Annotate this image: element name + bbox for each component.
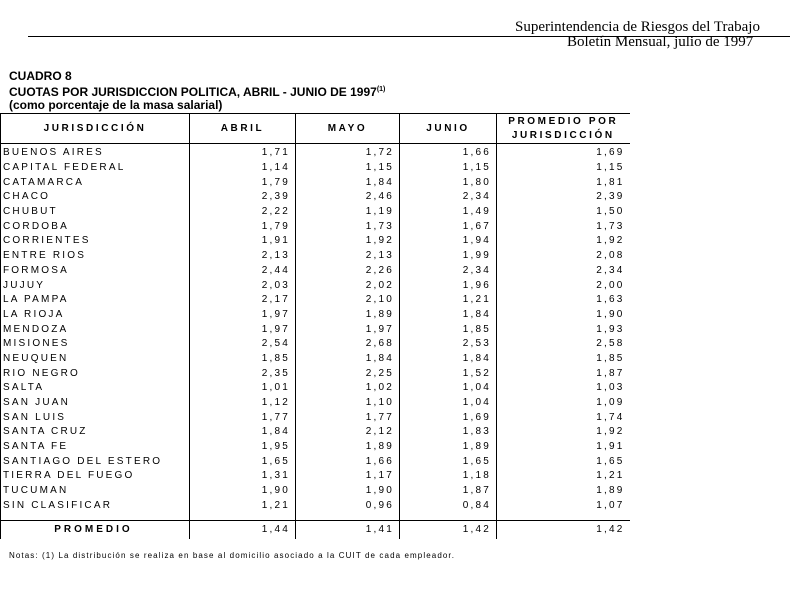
table-row [1,322,630,337]
value-cell: 1,12 [190,396,296,411]
table-row [1,499,630,514]
jurisdiction-cell: MISIONES [1,337,190,352]
table-notes: Notas: (1) La distribución se realiza en base al domicilio asociado a la CUIT de cada empleador. [9,551,456,560]
value-cell: 0,84 [400,499,497,514]
value-cell: 1,73 [296,219,400,234]
value-cell: 1,49 [400,205,497,220]
spacer-cell [296,513,400,521]
value-cell: 2,53 [400,337,497,352]
value-cell: 1,52 [400,366,497,381]
value-cell: 1,92 [497,425,630,440]
table-row [1,454,630,469]
value-cell: 1,84 [296,352,400,367]
value-cell: 2,25 [296,366,400,381]
jurisdiction-cell: CORDOBA [1,219,190,234]
jurisdiction-cell: RIO NEGRO [1,366,190,381]
table-row [1,381,630,396]
jurisdiction-cell: SANTA FE [1,440,190,455]
value-cell: 1,84 [296,175,400,190]
quota-table [0,113,630,539]
jurisdiction-cell: SIN CLASIFICAR [1,499,190,514]
value-cell: 2,34 [497,264,630,279]
jurisdiction-cell: SANTA CRUZ [1,425,190,440]
value-cell: 1,97 [190,308,296,323]
jurisdiction-cell: MENDOZA [1,322,190,337]
value-cell: 1,85 [400,322,497,337]
value-cell: 2,13 [296,249,400,264]
table-row [1,396,630,411]
jurisdiction-cell: TUCUMAN [1,484,190,499]
note-ref: (1) [376,86,386,93]
value-cell: 2,39 [190,190,296,205]
value-cell: 1,97 [296,322,400,337]
jurisdiction-cell: ENTRE RIOS [1,249,190,264]
value-cell: 1,92 [296,234,400,249]
value-cell: 1,95 [190,440,296,455]
value-cell: 2,54 [190,337,296,352]
promedio-label: PROMEDIO [1,521,190,540]
value-cell: 1,90 [190,484,296,499]
table-row [1,425,630,440]
jurisdiction-cell: LA RIOJA [1,308,190,323]
value-cell: 2,35 [190,366,296,381]
value-cell: 1,81 [497,175,630,190]
jurisdiction-cell: LA PAMPA [1,293,190,308]
value-cell: 1,50 [497,205,630,220]
table-header-row [1,114,630,144]
value-cell: 1,09 [497,396,630,411]
value-cell: 2,17 [190,293,296,308]
value-cell: 1,93 [497,322,630,337]
table-main-title-text: CUOTAS POR JURISDICCION POLITICA, ABRIL - JUNIO DE 1997 [9,85,377,99]
value-cell: 2,46 [296,190,400,205]
value-cell: 1,07 [497,499,630,514]
value-cell: 1,04 [400,396,497,411]
value-cell: 1,97 [190,322,296,337]
value-cell: 1,99 [400,249,497,264]
report-org-title: Superintendencia de Riesgos del Trabajo [515,19,760,35]
value-cell: 2,58 [497,337,630,352]
value-cell: 1,69 [497,144,630,161]
value-cell: 2,00 [497,278,630,293]
jurisdiction-cell: SAN JUAN [1,396,190,411]
jurisdiction-cell: CAPITAL FEDERAL [1,161,190,176]
value-cell: 1,15 [497,161,630,176]
promedio-row [1,521,630,540]
spacer-cell [190,513,296,521]
table-row [1,337,630,352]
value-cell: 2,10 [296,293,400,308]
value-cell: 1,15 [296,161,400,176]
table-subtitle: (como porcentaje de la masa salarial) [9,98,223,112]
table-row [1,440,630,455]
value-cell: 2,22 [190,205,296,220]
value-cell: 1,65 [190,454,296,469]
table-row [1,410,630,425]
table-row [1,249,630,264]
promedio-value: 1,42 [497,521,630,540]
value-cell: 1,90 [497,308,630,323]
jurisdiction-cell: CHUBUT [1,205,190,220]
jurisdiction-cell: SANTIAGO DEL ESTERO [1,454,190,469]
value-cell: 1,65 [400,454,497,469]
jurisdiction-cell: SALTA [1,381,190,396]
value-cell: 2,03 [190,278,296,293]
table-row [1,352,630,367]
table-row [1,264,630,279]
value-cell: 2,34 [400,264,497,279]
value-cell: 1,79 [190,219,296,234]
value-cell: 1,63 [497,293,630,308]
col-header-jurisdiccion: JURISDICCIÓN [1,114,190,144]
value-cell: 1,85 [190,352,296,367]
value-cell: 2,12 [296,425,400,440]
value-cell: 1,10 [296,396,400,411]
value-cell: 1,85 [497,352,630,367]
value-cell: 1,94 [400,234,497,249]
value-cell: 2,26 [296,264,400,279]
table-row [1,175,630,190]
value-cell: 1,96 [400,278,497,293]
value-cell: 1,89 [296,440,400,455]
value-cell: 2,02 [296,278,400,293]
value-cell: 2,08 [497,249,630,264]
value-cell: 1,74 [497,410,630,425]
table-row [1,293,630,308]
value-cell: 2,44 [190,264,296,279]
header-rule [28,36,790,37]
value-cell: 1,17 [296,469,400,484]
value-cell: 1,73 [497,219,630,234]
table-row [1,190,630,205]
promedio-value: 1,44 [190,521,296,540]
value-cell: 1,31 [190,469,296,484]
value-cell: 1,03 [497,381,630,396]
table-titles [9,70,385,112]
value-cell: 0,96 [296,499,400,514]
value-cell: 1,04 [400,381,497,396]
value-cell: 1,65 [497,454,630,469]
value-cell: 1,84 [400,352,497,367]
jurisdiction-cell: JUJUY [1,278,190,293]
cuadro-label: CUADRO 8 [9,69,72,83]
value-cell: 1,01 [190,381,296,396]
value-cell: 1,87 [400,484,497,499]
value-cell: 1,84 [190,425,296,440]
value-cell: 1,80 [400,175,497,190]
value-cell: 1,89 [296,308,400,323]
jurisdiction-cell: FORMOSA [1,264,190,279]
value-cell: 1,14 [190,161,296,176]
value-cell: 1,67 [400,219,497,234]
table-row [1,308,630,323]
value-cell: 1,79 [190,175,296,190]
promedio-value: 1,42 [400,521,497,540]
value-cell: 1,90 [296,484,400,499]
promedio-value: 1,41 [296,521,400,540]
value-cell: 1,72 [296,144,400,161]
jurisdiction-cell: CORRIENTES [1,234,190,249]
value-cell: 1,66 [400,144,497,161]
table-row [1,161,630,176]
value-cell: 1,91 [497,440,630,455]
spacer-row [1,513,630,521]
jurisdiction-cell: CATAMARCA [1,175,190,190]
value-cell: 2,34 [400,190,497,205]
value-cell: 1,92 [497,234,630,249]
table-row [1,278,630,293]
value-cell: 2,13 [190,249,296,264]
jurisdiction-cell: TIERRA DEL FUEGO [1,469,190,484]
col-header-abril: ABRIL [190,114,296,144]
table-row [1,234,630,249]
table-row [1,205,630,220]
value-cell: 1,87 [497,366,630,381]
value-cell: 1,15 [400,161,497,176]
table-row [1,366,630,381]
value-cell: 1,77 [296,410,400,425]
value-cell: 1,91 [190,234,296,249]
col-header-promedio-line1: PROMEDIO POR [508,115,619,127]
value-cell: 1,83 [400,425,497,440]
col-header-promedio [497,114,630,144]
value-cell: 1,21 [497,469,630,484]
value-cell: 1,71 [190,144,296,161]
table-row [1,144,630,161]
table-row [1,219,630,234]
jurisdiction-cell: CHACO [1,190,190,205]
value-cell: 2,68 [296,337,400,352]
value-cell: 1,21 [190,499,296,514]
spacer-cell [400,513,497,521]
col-header-promedio-line2: JURISDICCIÓN [511,129,615,141]
table-row [1,469,630,484]
jurisdiction-cell: NEUQUEN [1,352,190,367]
value-cell: 1,21 [400,293,497,308]
col-header-junio: JUNIO [400,114,497,144]
value-cell: 1,84 [400,308,497,323]
value-cell: 1,89 [497,484,630,499]
value-cell: 1,02 [296,381,400,396]
jurisdiction-cell: SAN LUIS [1,410,190,425]
spacer-cell [497,513,630,521]
value-cell: 1,77 [190,410,296,425]
value-cell: 1,66 [296,454,400,469]
jurisdiction-cell: BUENOS AIRES [1,144,190,161]
col-header-mayo: MAYO [296,114,400,144]
table-main-title [9,83,385,99]
value-cell: 1,69 [400,410,497,425]
value-cell: 2,39 [497,190,630,205]
table-row [1,484,630,499]
value-cell: 1,18 [400,469,497,484]
spacer-cell [1,513,190,521]
value-cell: 1,89 [400,440,497,455]
report-edition-title: Boletín Mensual, julio de 1997 [567,34,754,50]
table-body [1,144,630,540]
value-cell: 1,19 [296,205,400,220]
